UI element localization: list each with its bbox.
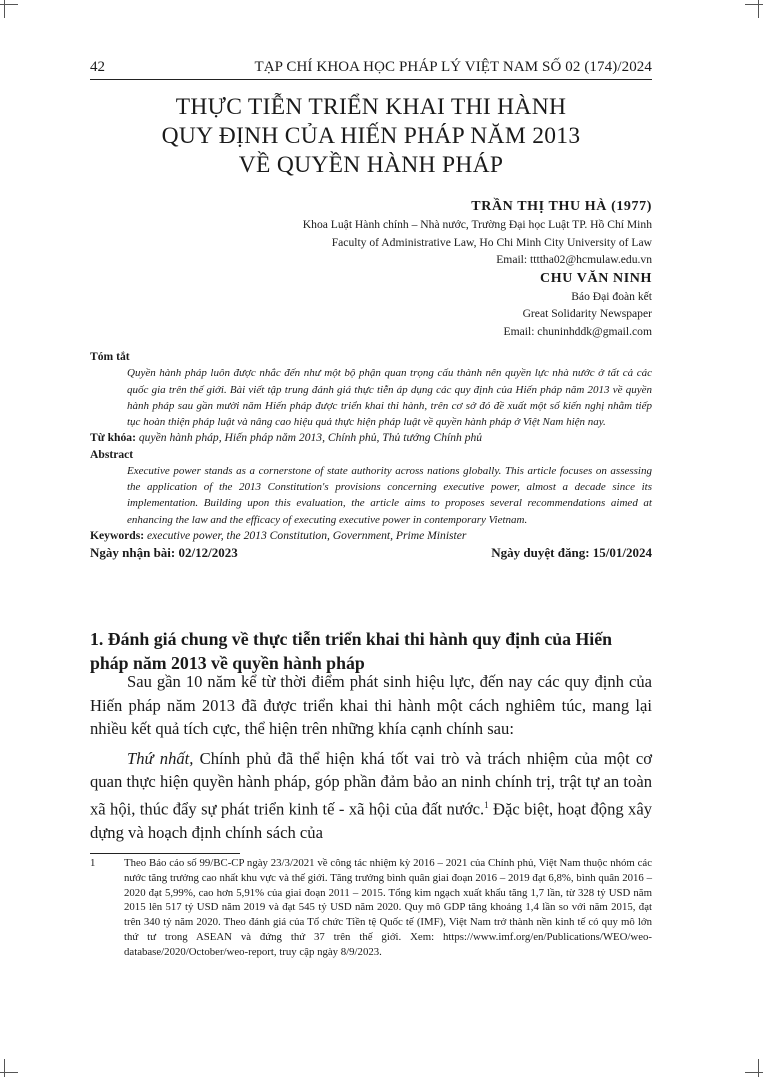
author-affiliation: Khoa Luật Hành chính – Nhà nước, Trường Đại học Luật TP. Hồ Chí Minh [302, 218, 652, 231]
footnote-number: 1 [90, 857, 96, 869]
crop-mark [758, 1059, 759, 1077]
crop-mark [745, 1072, 763, 1073]
crop-mark [0, 1072, 18, 1073]
footnote-ref[interactable]: 1 [484, 799, 489, 810]
article-title [90, 93, 652, 180]
footnote [90, 856, 652, 960]
accepted-date: Ngày duyệt đăng: 15/01/2024 [491, 545, 652, 561]
title-line: QUY ĐỊNH CỦA HIẾN PHÁP NĂM 2013 [161, 123, 581, 149]
author-email: Email: ttttha02@hcmulaw.edu.vn [496, 253, 652, 267]
crop-mark [4, 1059, 5, 1077]
journal-title: TẠP CHÍ KHOA HỌC PHÁP LÝ VIỆT NAM SỐ 02 (174)/2024 [254, 59, 652, 75]
keywords-list: quyền hành pháp, Hiến pháp năm 2013, Chính phủ, Thủ tướng Chính phủ [138, 431, 483, 445]
keywords-vi [90, 430, 652, 446]
abstract-vi-text: Quyền hành pháp luôn được nhắc đến như một bộ phận quan trọng cấu thành nên quyền lực nhà nước ở tất cả các quốc gia trên thế giới. Bài viết tập trung đánh giá thực tiễn áp dụng các quy định của Hiến pháp năm 2013 về quyền hành pháp sau gần mười năm Hiến pháp được triển khai thi hành, trên cơ sở đó đề xuất một số kiến nghị nhằm tiếp tục hoàn thiện pháp luật và nâng cao hiệu quả thực hiện pháp luật về quyền hành pháp ở Việt Nam hiện nay. [127, 367, 652, 429]
paragraph-text: Đặc biệt, hoạt động xây dựng và hoạch định chính sách của [90, 799, 653, 843]
running-header [90, 59, 652, 80]
footnote-rule [90, 853, 240, 854]
abstract-en-heading: Abstract [90, 447, 134, 461]
keywords-label: Keywords: [90, 528, 145, 542]
crop-mark [4, 0, 5, 18]
footnote-text: Theo Báo cáo số 99/BC-CP ngày 23/3/2021 về công tác nhiệm kỳ 2016 – 2021 của Chính phủ, Việt Nam thuộc nhóm các nước tăng trưởng cao nhất khu vực và thế giới. Tăng trưởng bình quân giai đoạn 2016 – 2019 đạt 6,8%, bình quân 2016 – 2020 đạt 5,99%, cao hơn 5,91% của giai đoạn 2011 – 2015. Tổng kim ngạch xuất khẩu tăng 1,7 lần, từ 328 tỷ USD năm 2015 lên 517 tỷ USD năm 2019 và đạt 545 tỷ USD năm 2020. Quy mô GDP tăng khoảng 1,4 lần so với năm 2015, đạt trên 340 tỷ năm 2020. Theo đánh giá của Tổ chức Tiền tệ Quốc tế (IMF), Việt Nam trở thành nền kinh tế có quy mô lớn thứ tư trong ASEAN và đứng thứ 37 trên thế giới. Xem: https://www.imf.org/en/Publications/WEO/weo-database/2020/October/weo-report, truy cập ngày 8/9/2023. [124, 857, 652, 958]
paragraph-text: Chính phủ đã thể hiện khá tốt vai trò và trách nhiệm của một cơ quan thực hiện quyền hành pháp, góp phần đảm bảo an ninh chính trị, trật tự an toàn xã hội, thúc đẩy sự phát triển kinh tế - xã hội của đất nước. [90, 748, 652, 819]
abstract-vi-heading: Tóm tắt [90, 350, 130, 363]
keywords-list: executive power, the 2013 Constitution, Government, Prime Minister [147, 528, 467, 542]
emphasis: Thứ nhất, [127, 748, 194, 768]
paragraph [90, 747, 652, 845]
abstract-section [90, 349, 652, 563]
page-number: 42 [90, 59, 105, 75]
author-affiliation-en: Great Solidarity Newspaper [522, 307, 652, 321]
author-affiliation-en: Faculty of Administrative Law, Ho Chi Minh City University of Law [331, 235, 652, 249]
section-heading: 1. Đánh giá chung về thực tiễn triển khai thi hành quy định của Hiến pháp năm 2013 về quyền hành pháp [90, 629, 613, 673]
crop-mark [0, 4, 18, 5]
abstract-en-text: Executive power stands as a cornerstone of state authority across nations globally. This article focuses on assessing the application of the 2013 Constitution's provisions concerning executive power, almost a decade since its implementation. Building upon this evaluation, the article aims to proposes several recommendations aimed at enhancing the law and the efficacy of executing executive power in contemporary Vietnam. [127, 465, 652, 526]
author-affiliation: Báo Đại đoàn kết [571, 289, 652, 303]
crop-mark [745, 4, 763, 5]
title-line: THỰC TIỄN TRIỂN KHAI THI HÀNH [175, 94, 567, 120]
received-date: Ngày nhận bài: 02/12/2023 [90, 545, 238, 561]
keywords-label: Từ khóa: [90, 431, 136, 445]
author-name: TRẦN THỊ THU HÀ (1977) [471, 199, 652, 214]
author-name: CHU VĂN NINH [540, 270, 652, 286]
article-dates [90, 545, 652, 563]
crop-mark [758, 0, 759, 18]
title-line: VỀ QUYỀN HÀNH PHÁP [238, 152, 504, 178]
author-block [90, 197, 652, 341]
body-text [90, 670, 652, 851]
paragraph: Sau gần 10 năm kể từ thời điểm phát sinh hiệu lực, đến nay các quy định của Hiến pháp năm 2013 đã được triển khai thi hành một cách nghiêm túc, mang lại nhiều kết quả tích cực, thể hiện trên những khía cạnh chính sau: [90, 672, 652, 739]
keywords-en [90, 528, 652, 544]
author-email: Email: chuninhddk@gmail.com [503, 324, 652, 338]
